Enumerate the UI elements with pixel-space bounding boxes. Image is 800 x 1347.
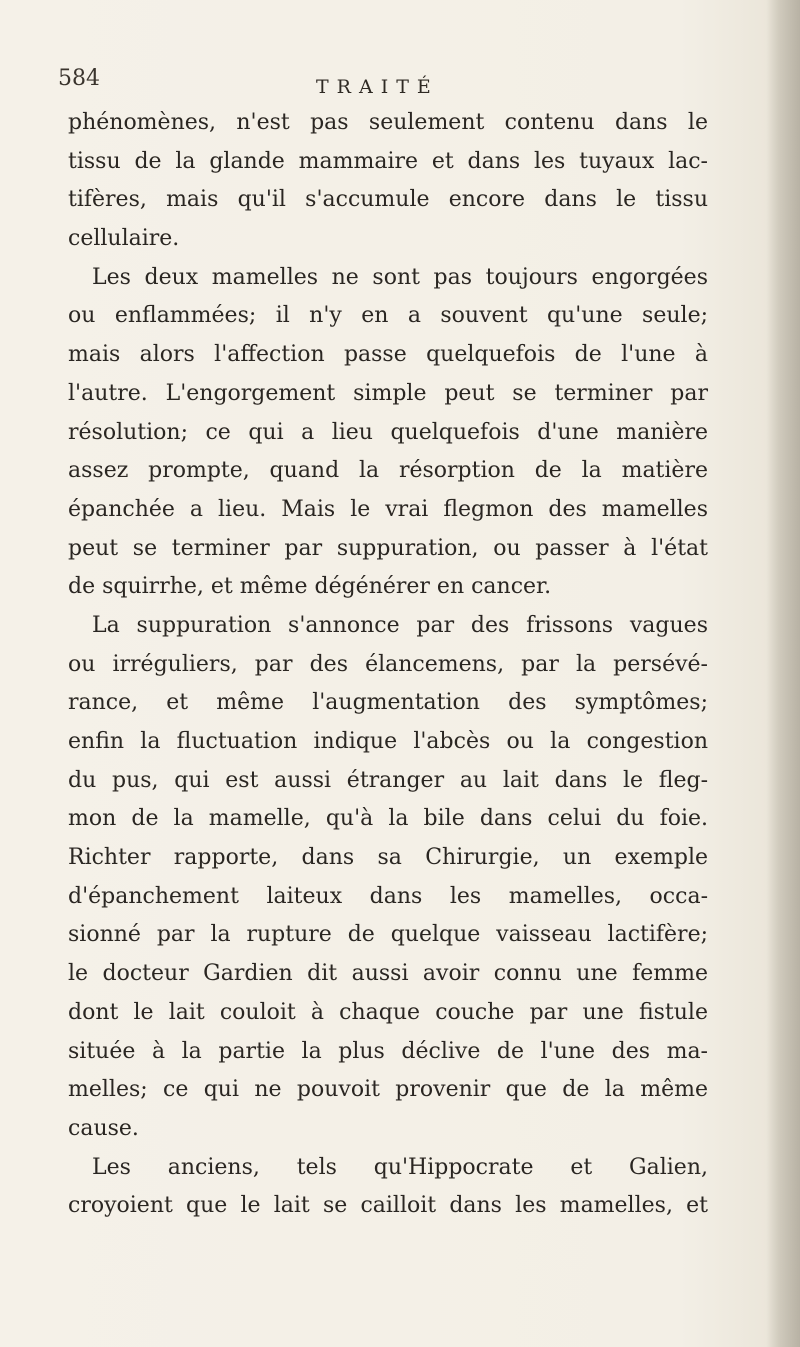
text-line: Les anciens, tels qu'Hippocrate et Galien,: [92, 1154, 708, 1180]
page-number: 584: [58, 66, 100, 91]
text-line: l'autre. L'engorgement simple peut se terminer par: [68, 380, 708, 406]
text-line: tissu de la glande mammaire et dans les tuyaux lac-: [68, 148, 708, 174]
text-line: mais alors l'affection passe quelquefois de l'une à: [68, 342, 708, 368]
text-line: Les deux mamelles ne sont pas toujours engorgées: [92, 264, 708, 290]
text-line: épanchée a lieu. Mais le vrai flegmon des mamelles: [68, 496, 708, 522]
text-line: mon de la mamelle, qu'à la bile dans celui du foie.: [68, 806, 708, 832]
text-line: résolution; ce qui a lieu quelquefois d'une manière: [68, 419, 708, 445]
text-line: enfin la fluctuation indique l'abcès ou la congestion: [68, 729, 708, 754]
text-line: cause.: [68, 1115, 139, 1141]
text-line: dont le lait couloit à chaque couche par une fistule: [68, 999, 708, 1025]
text-line: ou enflammées; il n'y en a souvent qu'une seule;: [68, 303, 708, 329]
body-text: [68, 104, 708, 1226]
text-line: d'épanchement laiteux dans les mamelles, occa-: [68, 883, 708, 909]
text-line: assez prompte, quand la résorption de la matière: [68, 458, 708, 484]
text-line: La suppuration s'annonce par des frissons vagues: [92, 612, 708, 638]
text-line: Richter rapporte, dans sa Chirurgie, un exemple: [68, 845, 708, 871]
text-line: tifères, mais qu'il s'accumule encore dans le tissu: [68, 187, 708, 213]
page-edge-shadow: [766, 0, 800, 1347]
text-line: sionné par la rupture de quelque vaisseau lactifère;: [68, 922, 708, 948]
text-line: ou irréguliers, par des élancemens, par la persévé-: [68, 651, 708, 677]
text-line: peut se terminer par suppuration, ou passer à l'état: [68, 535, 708, 561]
text-line: le docteur Gardien dit aussi avoir connu une femme: [68, 961, 708, 987]
text-line: rance, et même l'augmentation des symptômes;: [68, 690, 708, 716]
text-line: située à la partie la plus déclive de l'une des ma-: [68, 1038, 708, 1064]
text-line: de squirrhe, et même dégénérer en cancer.: [68, 574, 552, 600]
page-header: [58, 66, 698, 106]
text-line: croyoient que le lait se cailloit dans les mamelles, et: [68, 1193, 708, 1219]
text-line: du pus, qui est aussi étranger au lait dans le fleg-: [68, 767, 708, 793]
text-line: phénomènes, n'est pas seulement contenu dans le: [68, 110, 708, 135]
text-line: melles; ce qui ne pouvoit provenir que de la même: [68, 1077, 708, 1103]
text-line: cellulaire.: [68, 226, 180, 252]
running-title: TRAITÉ: [316, 76, 439, 98]
